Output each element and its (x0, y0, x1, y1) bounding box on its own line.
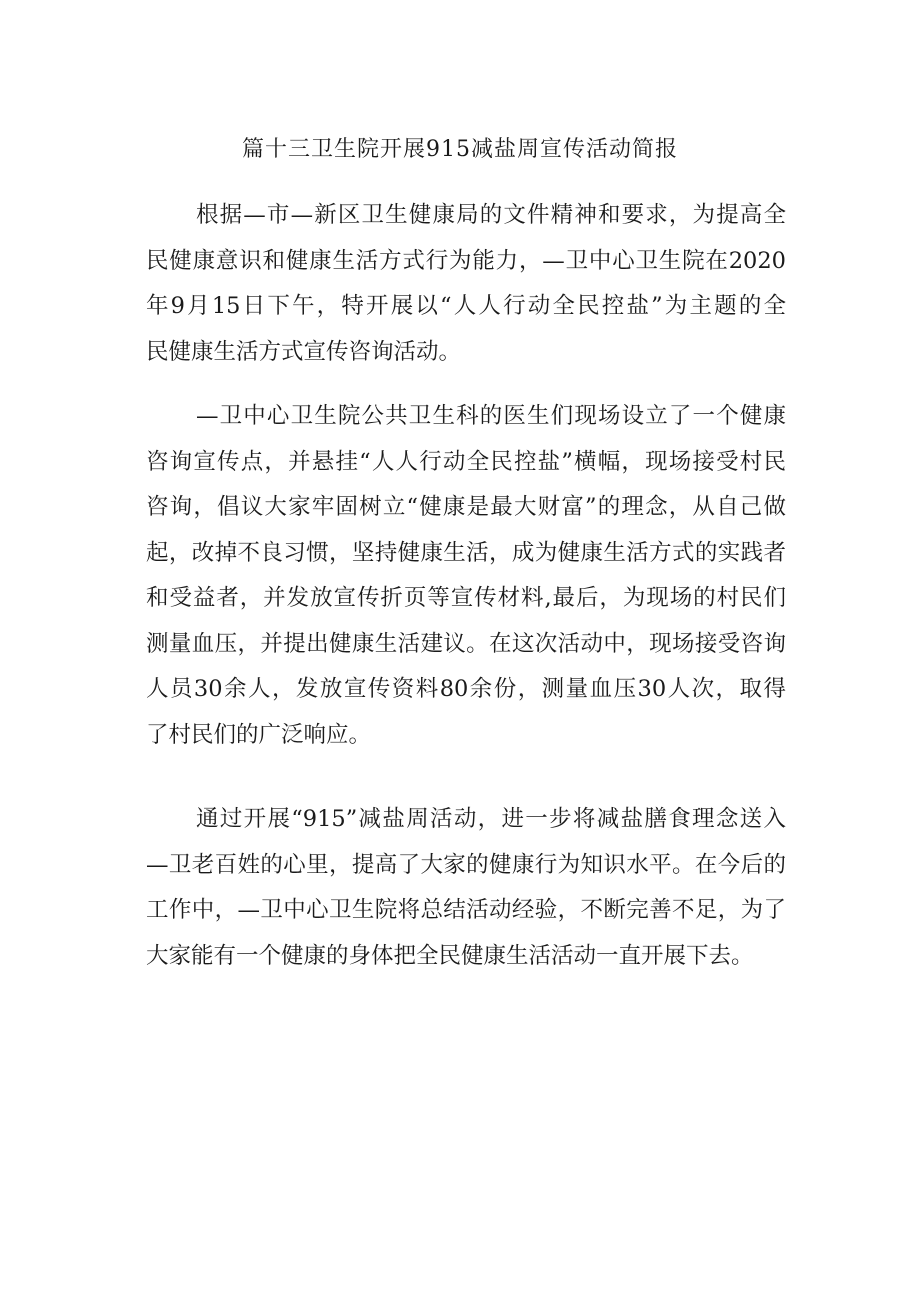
paragraph-line: 咨询宣传点，并悬挂“人人行动全民控盐”横幅，现场接受村民 (146, 448, 786, 475)
paragraph-line: 和受益者，并发放宣传折页等宣传材料,最后，为现场的村民们 (146, 585, 786, 611)
paragraph-line: 工作中，—卫中心卫生院将总结活动经验，不断完善不足，为了 (146, 897, 786, 923)
paragraph-line: 了村民们的广泛响应。 (146, 721, 372, 748)
paragraph-line: 根据—市—新区卫生健康局的文件精神和要求，为提高全 (196, 202, 786, 228)
paragraph-line: 起，改掉不良习惯，坚持健康生活，成为健康生活方式的实践者 (146, 539, 786, 566)
paragraph-line: —卫中心卫生院公共卫生科的医生们现场设立了一个健康 (196, 403, 786, 429)
paragraph-line: 大家能有一个健康的身体把全民健康生活活动一直开展下去。 (146, 942, 754, 969)
paragraph-line: 民健康意识和健康生活方式行为能力，—卫中心卫生院在2020 (146, 247, 786, 274)
paragraph-2 (146, 394, 786, 758)
paragraph-line: —卫老百姓的心里，提高了大家的健康行为知识水平。在今后的 (146, 851, 786, 878)
paragraph-3 (146, 797, 786, 979)
paragraph-line: 测量血压，并提出健康生活建议。在这次活动中，现场接受咨询 (146, 630, 786, 657)
paragraph-line: 人员30余人，发放宣传资料80余份，测量血压30人次，取得 (146, 676, 786, 702)
paragraph-line: 通过开展“915”减盐周活动，进一步将减盐膳食理念送入 (196, 806, 786, 832)
paragraph-line: 咨询，倡议大家牢固树立“健康是最大财富”的理念，从自己做 (146, 494, 786, 520)
paragraph-1 (146, 193, 786, 375)
paragraph-line: 民健康生活方式宣传咨询活动。 (146, 338, 462, 365)
paragraph-line: 年9月15日下午，特开展以“人人行动全民控盐”为主题的全 (146, 293, 786, 319)
document-title: 篇十三卫生院开展915减盐周宣传活动简报 (242, 137, 678, 162)
